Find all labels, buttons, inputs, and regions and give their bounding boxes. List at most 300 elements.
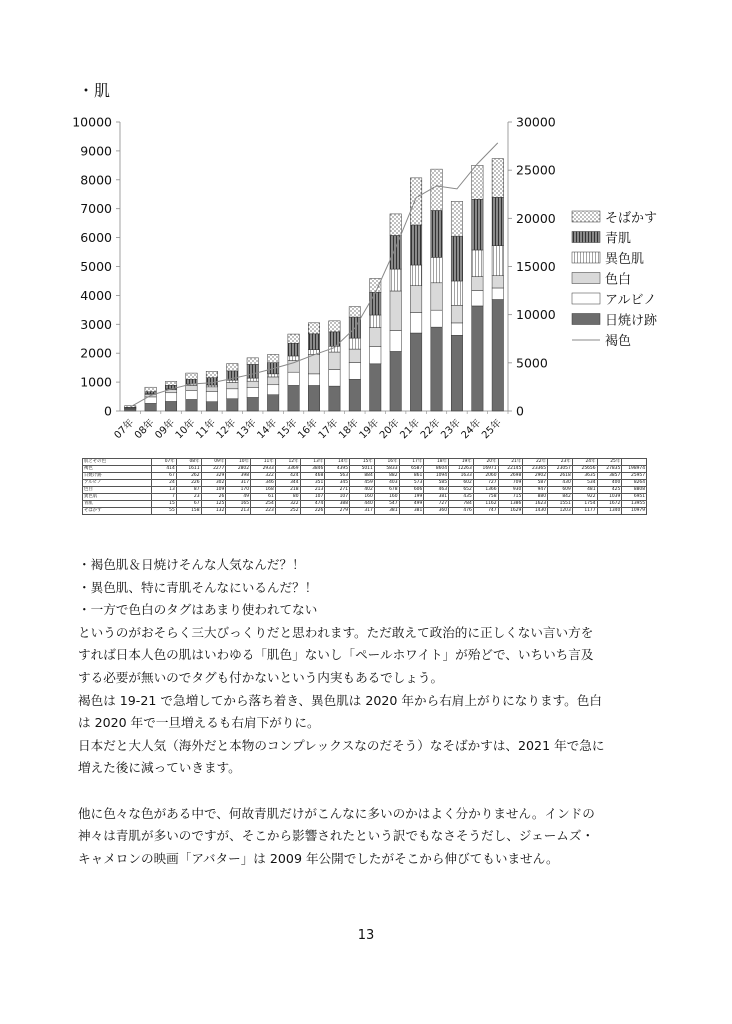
table-cell: 55 <box>152 508 177 515</box>
bar-segment <box>410 286 421 313</box>
table-cell: 213 <box>226 508 251 515</box>
table-cell: 125 <box>201 501 226 508</box>
table-cell: 107 <box>300 494 325 501</box>
table-row <box>83 473 647 480</box>
y-left-tick-label: 2000 <box>80 345 112 361</box>
bar-segment <box>145 387 156 392</box>
table-cell: 223 <box>251 508 276 515</box>
table-cell: 107 <box>325 494 350 501</box>
table-cell: 329 <box>201 473 226 480</box>
section-heading: ・肌 <box>78 81 111 100</box>
text-line: すれば日本人色の肌はいわゆる「肌色」ないし「ペールホワイト」が殆どで、いちいち言及 <box>78 647 594 663</box>
bar-segment <box>186 390 197 399</box>
table-cell: 930 <box>498 487 523 494</box>
bar-segment <box>390 235 401 269</box>
bar-segment <box>492 246 503 276</box>
table-row-label: 日焼け跡 <box>83 473 152 480</box>
table-cell: 132 <box>201 508 226 515</box>
x-tick-label: 16年 <box>296 417 321 442</box>
bar-segment <box>288 343 299 356</box>
bar-segment <box>206 392 217 402</box>
table-cell: 25957 <box>622 473 647 480</box>
table-cell: 2698 <box>498 473 523 480</box>
x-tick-label: 20年 <box>377 417 402 442</box>
x-tick-label: 11年 <box>194 417 219 442</box>
text-line: ・異色肌、特に青肌そんなにいるんだ？！ <box>78 579 318 595</box>
table-header-cell: 18年 <box>424 459 449 466</box>
bar-segment <box>247 381 258 387</box>
bar-segment <box>308 323 319 334</box>
bar-segment <box>165 393 176 402</box>
bar-segment <box>370 364 381 411</box>
legend-label: 異色肌 <box>605 252 645 267</box>
table-cell: 563 <box>325 473 350 480</box>
y-left-tick-label: 7000 <box>80 201 112 217</box>
bar-segment <box>390 330 401 351</box>
y-left-tick-label: 8000 <box>80 172 112 188</box>
table-cell: 317 <box>226 480 251 487</box>
bar-segment <box>308 354 319 374</box>
table-cell: 6951 <box>622 494 647 501</box>
table-cell: 170 <box>226 487 251 494</box>
y-right-tick-label: 25000 <box>516 162 556 178</box>
table-cell: 1629 <box>498 508 523 515</box>
bar-segment <box>329 352 340 370</box>
table-header-cell: 08年 <box>176 459 201 466</box>
table-header-cell: 19年 <box>449 459 474 466</box>
table-header-cell: 17年 <box>399 459 424 466</box>
bar-segment <box>410 265 421 286</box>
x-tick-label: 09年 <box>153 417 178 442</box>
data-table <box>82 458 647 515</box>
text-line: ・一方で色白のタグはあまり使われてない <box>78 602 318 618</box>
table-cell: 459 <box>350 480 375 487</box>
bar-segment <box>451 236 462 281</box>
bar-segment <box>206 385 217 387</box>
table-cell: 13955 <box>622 501 647 508</box>
table-cell: 1203 <box>548 508 573 515</box>
y-left-tick-label: 4000 <box>80 287 112 303</box>
table-cell: 27835 <box>597 466 622 473</box>
bar-segment <box>186 385 197 390</box>
table-cell: 430 <box>548 480 573 487</box>
bar-segment <box>410 225 421 265</box>
table-cell: 1177 <box>572 508 597 515</box>
y-right-tick-label: 30000 <box>516 114 556 130</box>
bar-segment <box>206 378 217 385</box>
bar-segment <box>370 279 381 293</box>
table-cell: 12263 <box>449 466 474 473</box>
bar-segment <box>431 257 442 282</box>
table-cell: 87 <box>176 487 201 494</box>
y-left-tick-label: 3000 <box>80 316 112 332</box>
bar-segment <box>451 323 462 335</box>
table-cell: 271 <box>325 487 350 494</box>
text-line: 日本だと大人気（海外だと本物のコンプレックスなのだそう）なそばかすは、2021 年で急に <box>78 737 605 753</box>
table-cell: 1094 <box>424 473 449 480</box>
bar-segment <box>431 283 442 310</box>
bar-segment <box>267 355 278 363</box>
x-tick-label: 23年 <box>439 417 464 442</box>
table-cell: 727 <box>473 480 498 487</box>
table-cell: 3846 <box>300 466 325 473</box>
bar-segment <box>247 364 258 378</box>
table-cell: 345 <box>325 480 350 487</box>
table-cell: 67 <box>152 473 177 480</box>
bar-segment <box>288 385 299 411</box>
table-cell: 1551 <box>548 501 573 508</box>
y-right-tick-label: 0 <box>516 403 524 419</box>
table-cell: 226 <box>176 480 201 487</box>
table-cell: 23365 <box>523 466 548 473</box>
y-left-tick-label: 6000 <box>80 230 112 246</box>
table-header-cell: 11年 <box>251 459 276 466</box>
table-cell: 1366 <box>473 487 498 494</box>
table-cell: 468 <box>300 473 325 480</box>
table-header-cell: 09年 <box>201 459 226 466</box>
table-cell: 758 <box>473 494 498 501</box>
table-cell: 476 <box>449 508 474 515</box>
table-cell: 784 <box>449 501 474 508</box>
table-cell: 279 <box>325 508 350 515</box>
table-cell: 2618 <box>548 473 573 480</box>
table-row <box>83 480 647 487</box>
x-tick-label: 21年 <box>398 417 423 442</box>
x-tick-label: 17年 <box>316 417 341 442</box>
table-cell: 1386 <box>498 501 523 508</box>
bar-segment <box>370 328 381 347</box>
table-cell: 8604 <box>424 466 449 473</box>
bar-segment <box>227 364 238 371</box>
y-left-tick-label: 10000 <box>72 114 112 130</box>
table-cell: 254 <box>251 501 276 508</box>
table-cell: 160 <box>374 494 399 501</box>
table-row-label: 褐色 <box>83 466 152 473</box>
table-row <box>83 487 647 494</box>
table-cell: 1633 <box>449 473 474 480</box>
bar-segment <box>390 214 401 236</box>
bar-segment <box>329 321 340 332</box>
table-cell: 861 <box>399 473 424 480</box>
legend-swatch <box>572 293 600 304</box>
chart-legend <box>572 211 658 349</box>
bar-segment <box>451 201 462 236</box>
table-row <box>83 494 647 501</box>
bar-segment <box>288 334 299 343</box>
table-cell: 474 <box>300 501 325 508</box>
table-cell: 424 <box>275 473 300 480</box>
x-tick-label: 14年 <box>255 417 280 442</box>
table-cell: 463 <box>424 487 449 494</box>
x-tick-label: 08年 <box>132 417 157 442</box>
table-cell: 425 <box>597 487 622 494</box>
x-tick-label: 12年 <box>214 417 239 442</box>
table-cell: 842 <box>548 494 573 501</box>
table-header-cell: 16年 <box>374 459 399 466</box>
table-cell: 7 <box>152 494 177 501</box>
table-cell: 880 <box>523 494 548 501</box>
y-right-tick-label: 15000 <box>516 259 556 274</box>
table-cell: 606 <box>399 487 424 494</box>
table-cell: 587 <box>523 480 548 487</box>
table-cell: 262 <box>176 473 201 480</box>
table-cell: 16971 <box>473 466 498 473</box>
table-cell: 414 <box>152 466 177 473</box>
table-cell: 322 <box>275 501 300 508</box>
bar-segment <box>472 291 483 306</box>
bar-segment <box>492 159 503 198</box>
bar-segment <box>410 178 421 225</box>
legend-swatch <box>572 314 600 325</box>
legend-swatch <box>572 211 600 222</box>
table-cell: 573 <box>399 480 424 487</box>
bar-segment <box>451 305 462 323</box>
table-cell: 1611 <box>176 466 201 473</box>
text-line: キャメロンの映画「アバター」は 2009 年公開でしたがそこから伸びてもいません。 <box>78 850 559 866</box>
table-cell: 15 <box>152 501 177 508</box>
table-cell: 226 <box>300 508 325 515</box>
table-cell: 5833 <box>374 466 399 473</box>
table-cell: 346 <box>251 480 276 487</box>
bar-segment <box>472 199 483 250</box>
table-cell: 252 <box>275 508 300 515</box>
bar-segment <box>431 169 442 210</box>
bar-segment <box>227 389 238 399</box>
y-right-tick-label: 20000 <box>516 210 556 226</box>
bar-segment <box>492 276 503 288</box>
x-tick-label: 13年 <box>235 417 259 442</box>
bar-segment <box>247 387 258 397</box>
bar-segment <box>410 313 421 333</box>
bar-segment <box>472 250 483 277</box>
table-cell: 678 <box>374 487 399 494</box>
bar-segment <box>308 386 319 411</box>
bar-segment <box>492 288 503 300</box>
table-row <box>83 466 647 473</box>
bar-segment <box>349 362 360 379</box>
text-line: 他に色々な色がある中で、何故青肌だけがこんなに多いのかはよく分かりません。インドの <box>78 805 595 821</box>
table-header-cell: 15年 <box>350 459 375 466</box>
table-header-label: 肌とその色 <box>83 459 152 466</box>
y-left-tick-label: 1000 <box>80 374 112 390</box>
bar-segment <box>186 373 197 379</box>
table-cell: 403 <box>374 480 399 487</box>
bar-segment <box>267 377 278 385</box>
legend-label: 日焼け跡 <box>605 313 658 329</box>
bar-segment <box>349 307 360 317</box>
bar-segment <box>267 385 278 395</box>
table-header-cell: 25年 <box>597 459 622 466</box>
bar-segment <box>431 327 442 411</box>
bar-segment <box>206 371 217 377</box>
table-header-cell: 10年 <box>226 459 251 466</box>
table-cell: 24 <box>152 480 177 487</box>
bar-segment <box>288 372 299 385</box>
table-cell: 302 <box>201 480 226 487</box>
bar-segment <box>492 300 503 411</box>
legend-label: アルビノ <box>605 293 657 308</box>
table-cell: 1039 <box>597 494 622 501</box>
table-cell: 2277 <box>201 466 226 473</box>
table-cell: 602 <box>449 480 474 487</box>
table-cell: 1672 <box>597 501 622 508</box>
table-cell: 727 <box>424 501 449 508</box>
table-cell: 585 <box>424 480 449 487</box>
table-cell: 10979 <box>622 508 647 515</box>
table-cell: 547 <box>374 501 399 508</box>
bar-segment <box>451 281 462 305</box>
table-cell: 609 <box>548 487 573 494</box>
blank-line <box>78 780 658 803</box>
y-left-tick-label: 9000 <box>80 143 112 159</box>
table-cell: 4395 <box>325 466 350 473</box>
plot-area <box>72 115 556 442</box>
table-cell: 3635 <box>572 473 597 480</box>
bar-segment <box>451 335 462 411</box>
bar-segment <box>165 381 176 385</box>
table-header-cell: 24年 <box>572 459 597 466</box>
table-row-label: そばかす <box>83 508 152 515</box>
bar-segment <box>206 387 217 392</box>
bar-segment <box>227 399 238 411</box>
table-cell: 198974 <box>622 466 647 473</box>
table-cell: 8808 <box>622 487 647 494</box>
table-cell: 1754 <box>572 501 597 508</box>
table-header-cell: 07年 <box>152 459 177 466</box>
page-number: 13 <box>357 928 375 943</box>
x-tick-label: 10年 <box>173 417 198 442</box>
table-cell: 481 <box>572 487 597 494</box>
x-tick-label: 25年 <box>480 417 504 442</box>
bar-segment <box>206 402 217 411</box>
bar-segment <box>410 333 421 411</box>
y-left-tick-label: 5000 <box>80 259 112 274</box>
table-cell: 2802 <box>226 466 251 473</box>
data-table-wrapper <box>82 458 647 515</box>
text-line: 神々は青肌が多いのですが、そこから影響されたという訳でもなさそうだし、ジェームズ・ <box>78 828 595 844</box>
bar-segment <box>247 358 258 365</box>
text-line: ・褐色肌＆日焼けそんな人気なんだ？！ <box>78 557 305 572</box>
table-row <box>83 508 647 515</box>
y-right-tick-label: 5000 <box>516 355 548 371</box>
table-cell: 884 <box>350 473 375 480</box>
table-cell: 80 <box>275 494 300 501</box>
table-cell: 1430 <box>523 508 548 515</box>
table-header-row <box>83 459 647 466</box>
table-cell: 381 <box>374 508 399 515</box>
table-cell: 168 <box>251 487 276 494</box>
table-cell: 109 <box>201 487 226 494</box>
legend-label: 青肌 <box>605 231 632 247</box>
x-tick-label: 24年 <box>459 417 484 442</box>
table-header-cell <box>622 459 647 466</box>
bar-segment <box>431 310 442 327</box>
table-cell: 360 <box>424 508 449 515</box>
text-line: というのがおそらく三大びっくりだと思われます。ただ敢えて政治的に正しくない言い方を <box>78 624 594 640</box>
table-cell: 440 <box>350 501 375 508</box>
x-tick-label: 18年 <box>337 417 361 442</box>
table-cell: 652 <box>449 487 474 494</box>
table-row <box>83 501 647 508</box>
bar-segment <box>247 378 258 381</box>
bar-segment <box>349 338 360 349</box>
x-tick-label: 22年 <box>418 417 443 442</box>
legend-swatch <box>572 273 600 284</box>
bar-segment <box>370 315 381 328</box>
table-cell: 23057 <box>548 466 573 473</box>
table-cell: 25656 <box>572 466 597 473</box>
bar-segment <box>390 351 401 411</box>
table-header-cell: 21年 <box>498 459 523 466</box>
bar-segment <box>308 334 319 350</box>
table-cell: 534 <box>572 480 597 487</box>
table-cell: 23 <box>176 494 201 501</box>
bar-segment <box>472 277 483 291</box>
bar-segment <box>329 386 340 411</box>
table-cell: 922 <box>572 494 597 501</box>
bar-segment <box>370 346 381 363</box>
table-cell: 158 <box>176 508 201 515</box>
bar-segment <box>267 395 278 411</box>
legend-swatch <box>572 252 600 263</box>
table-cell: 67 <box>176 501 201 508</box>
bar-segment <box>267 374 278 377</box>
table-cell: 218 <box>275 487 300 494</box>
table-row-label: アルビノ <box>83 480 152 487</box>
bar-segment <box>349 349 360 362</box>
table-cell: 3369 <box>275 466 300 473</box>
table-cell: 165 <box>226 501 251 508</box>
table-row-label: 異色肌 <box>83 494 152 501</box>
table-cell: 715 <box>498 494 523 501</box>
bar-segment <box>390 291 401 330</box>
bar-segment <box>349 379 360 411</box>
table-cell: 947 <box>523 487 548 494</box>
table-cell: 199 <box>399 494 424 501</box>
bar-segment <box>165 401 176 411</box>
bar-segment <box>124 409 135 411</box>
table-cell: 882 <box>374 473 399 480</box>
table-cell: 381 <box>424 494 449 501</box>
table-cell: 1623 <box>523 501 548 508</box>
bar-segment <box>227 383 238 389</box>
x-tick-label: 07年 <box>112 417 137 442</box>
table-cell: 26 <box>201 494 226 501</box>
bar-segment <box>247 397 258 411</box>
y-left-tick-label: 0 <box>104 403 112 419</box>
bar-segment <box>145 392 156 394</box>
bar-segment <box>186 399 197 411</box>
bar-segment <box>431 210 442 257</box>
text-line: する必要が無いのでタグも付かないという内実もあるでしょう。 <box>78 669 444 685</box>
table-cell: 49 <box>226 494 251 501</box>
table-cell: 2902 <box>523 473 548 480</box>
table-header-cell: 22年 <box>523 459 548 466</box>
table-cell: 3857 <box>597 473 622 480</box>
table-cell: 6587 <box>399 466 424 473</box>
bar-segment <box>288 356 299 361</box>
table-cell: 499 <box>399 501 424 508</box>
skin-chart <box>0 0 732 460</box>
text-line: は 2020 年で一旦増えるも右肩下がりに。 <box>78 715 320 731</box>
table-cell: 1340 <box>597 508 622 515</box>
table-cell: 402 <box>350 487 375 494</box>
bar-segment <box>145 403 156 411</box>
table-cell: 351 <box>300 480 325 487</box>
table-header-cell: 23年 <box>548 459 573 466</box>
bar-segment <box>370 292 381 315</box>
x-tick-label: 15年 <box>275 417 300 442</box>
